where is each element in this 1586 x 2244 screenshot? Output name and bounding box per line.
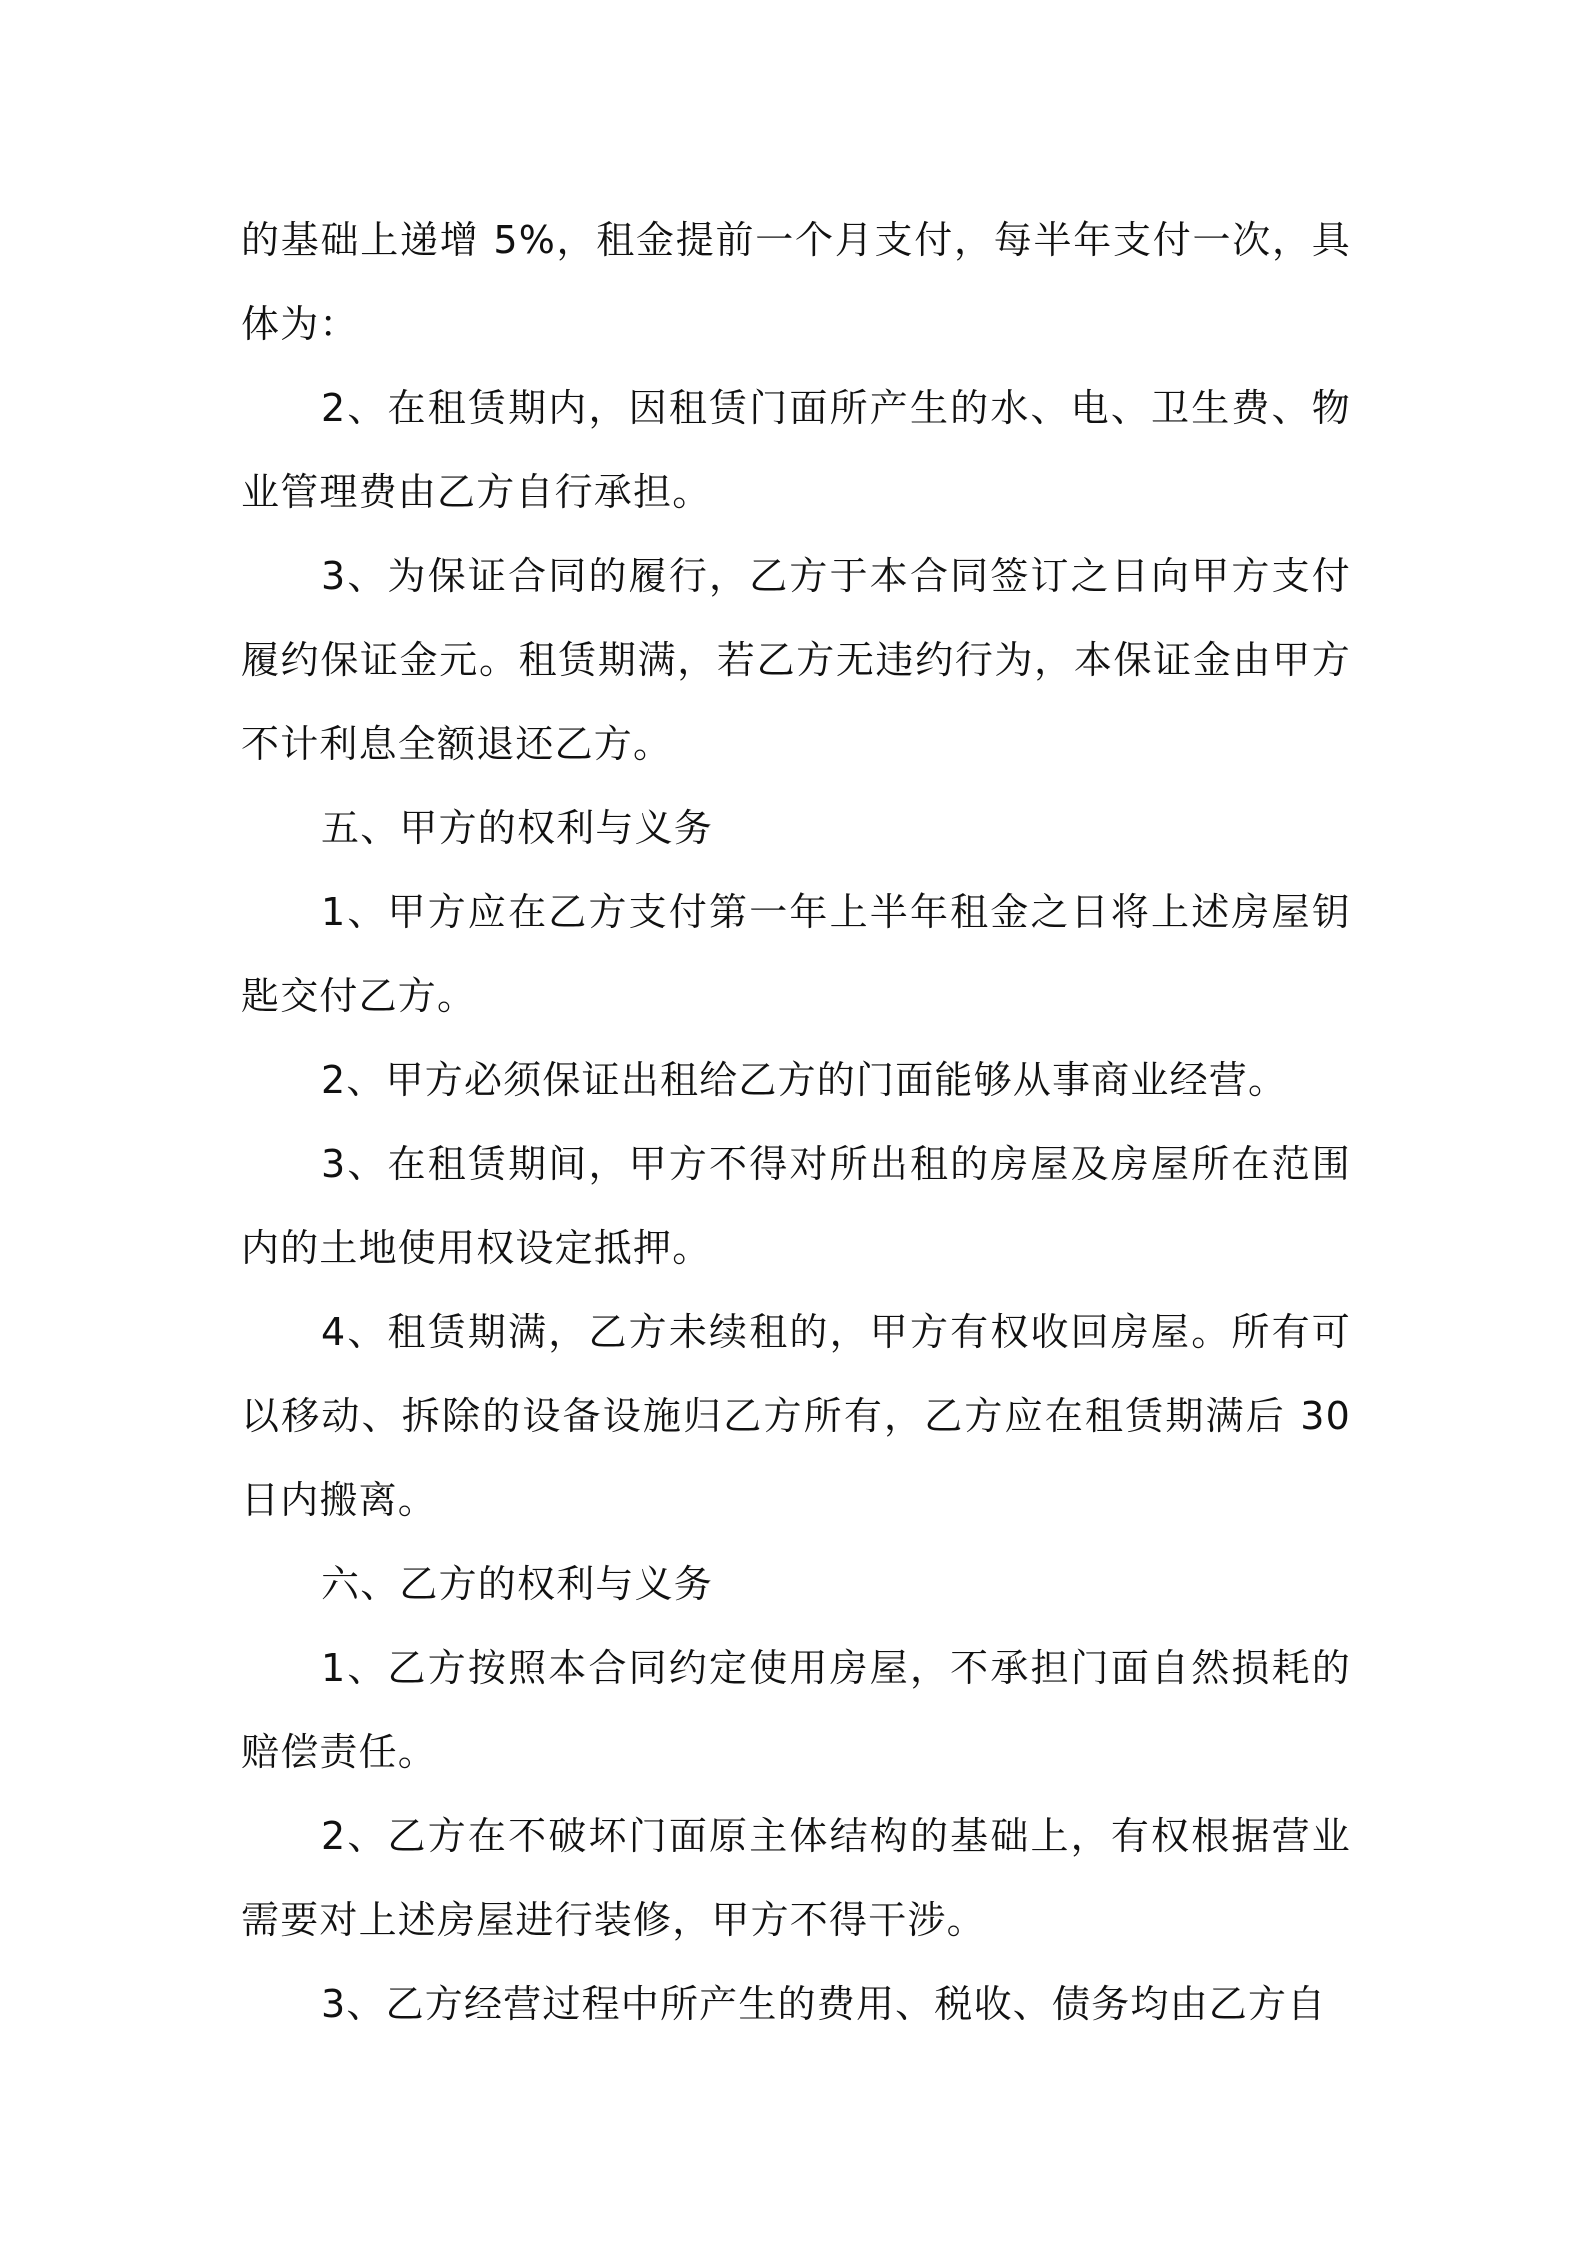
paragraph-expenses: 3、乙方经营过程中所产生的费用、税收、债务均由乙方自 bbox=[321, 1982, 1327, 2026]
paragraph-utilities: 2、在租赁期内，因租赁门面所产生的水、电、卫生费、物业管理费由乙方自行承担。 bbox=[241, 386, 1351, 514]
paragraph-no-mortgage: 3、在租赁期间，甲方不得对所出租的房屋及房屋所在范围内的土地使用权设定抵押。 bbox=[241, 1142, 1351, 1270]
section-heading-party-a: 五、甲方的权利与义务 bbox=[321, 806, 714, 850]
paragraph-lease-expiry: 4、租赁期满，乙方未续租的，甲方有权收回房屋。所有可以移动、拆除的设备设施归乙方所有，乙方应在租赁期满后 30 日内搬离。 bbox=[241, 1310, 1365, 1522]
paragraph-business-use: 2、甲方必须保证出租给乙方的门面能够从事商业经营。 bbox=[321, 1058, 1288, 1102]
section-heading-party-b: 六、乙方的权利与义务 bbox=[321, 1562, 714, 1606]
document-page bbox=[241, 198, 1365, 2046]
paragraph-usage: 1、乙方按照本合同约定使用房屋，不承担门面自然损耗的赔偿责任。 bbox=[241, 1646, 1351, 1774]
paragraph-deposit: 3、为保证合同的履行，乙方于本合同签订之日向甲方支付履约保证金元。租赁期满，若乙方无违约行为，本保证金由甲方不计利息全额退还乙方。 bbox=[241, 554, 1351, 766]
paragraph-rent-increase: 的基础上递增 5%，租金提前一个月支付，每半年支付一次，具体为： bbox=[241, 218, 1351, 346]
paragraph-renovation: 2、乙方在不破坏门面原主体结构的基础上，有权根据营业需要对上述房屋进行装修，甲方不得干涉。 bbox=[241, 1814, 1351, 1942]
paragraph-key-handover: 1、甲方应在乙方支付第一年上半年租金之日将上述房屋钥匙交付乙方。 bbox=[241, 890, 1351, 1018]
